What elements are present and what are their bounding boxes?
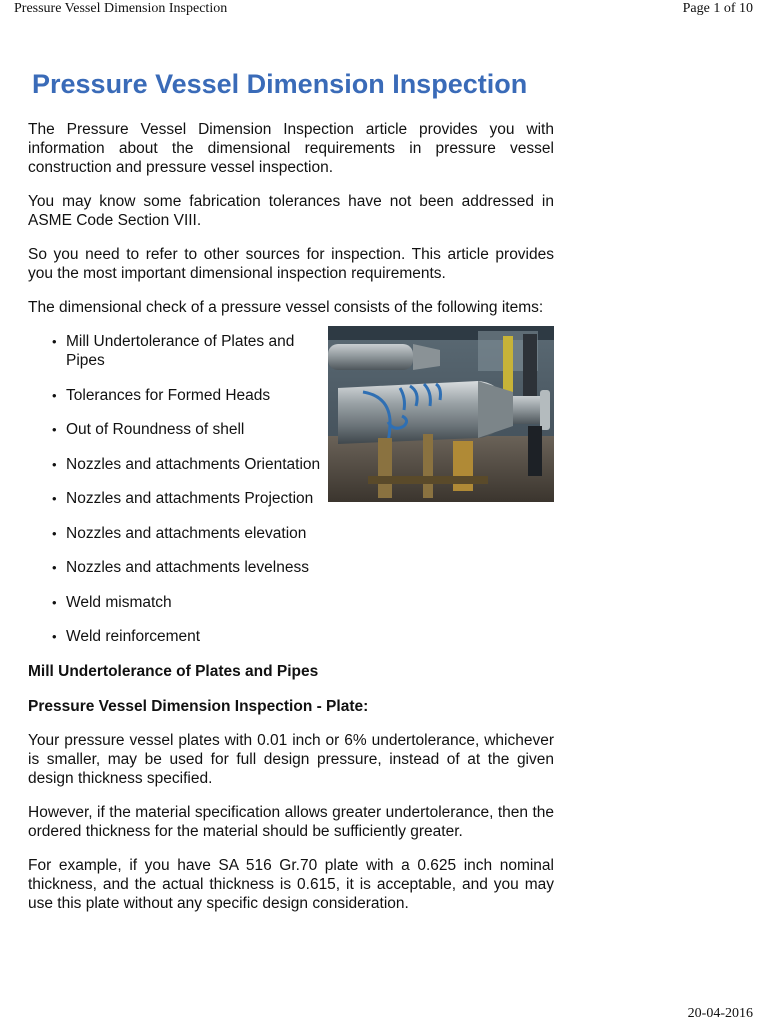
header-page-number: Page 1 of 10 (682, 1, 753, 16)
intro-paragraph-2: You may know some fabrication tolerances have not been addressed in ASME Code Section VIII. (28, 193, 554, 229)
section-heading: Mill Undertolerance of Plates and Pipes (28, 662, 319, 680)
body-paragraph-3: For example, if you have SA 516 Gr.70 plate with a 0.625 inch nominal thickness, and the actual thickness is 0.615, it is acceptable, and you may use this plate without any specific design consideration. (28, 856, 554, 912)
list-item: • Nozzles and attachments Projection (52, 489, 332, 508)
list-item: • Nozzles and attachments elevation (52, 524, 332, 543)
intro-paragraph-4: The dimensional check of a pressure vessel consists of the following items: (28, 299, 544, 316)
list-item: • Nozzles and attachments Orientation (52, 455, 332, 474)
subsection-heading: Pressure Vessel Dimension Inspection - Plate: (28, 697, 369, 715)
inspection-items-section (28, 332, 554, 646)
list-item: • Weld mismatch (52, 593, 332, 612)
page-header (0, 0, 768, 22)
intro-paragraph-1: The Pressure Vessel Dimension Inspection article provides you with information about the dimensional requirements in pressure vessel construction and pressure vessel inspection. (28, 121, 554, 176)
inspection-items-list (28, 332, 332, 646)
body-paragraph-2: However, if the material specification allows greater undertolerance, then the ordered thickness for the material should be sufficiently greater. (28, 803, 554, 840)
header-document-title: Pressure Vessel Dimension Inspection (14, 1, 228, 16)
intro-paragraph-3: So you need to refer to other sources for inspection. This article provides you the most important dimensional inspection requirements. (28, 246, 554, 282)
list-item: • Mill Undertolerance of Plates and Pipes (52, 332, 332, 370)
article-title: Pressure Vessel Dimension Inspection (32, 69, 528, 99)
footer-date: 20-04-2016 (687, 1006, 753, 1021)
article-content (28, 66, 554, 913)
list-item: • Weld reinforcement (52, 627, 332, 646)
body-paragraph-1: Your pressure vessel plates with 0.01 inch or 6% undertolerance, whichever is smaller, may be used for full design pressure, instead of at the given design thickness specified. (28, 731, 554, 787)
list-item: • Nozzles and attachments levelness (52, 558, 332, 577)
pressure-vessel-photo (328, 326, 554, 502)
list-item: • Out of Roundness of shell (52, 420, 332, 439)
list-item: • Tolerances for Formed Heads (52, 386, 332, 405)
